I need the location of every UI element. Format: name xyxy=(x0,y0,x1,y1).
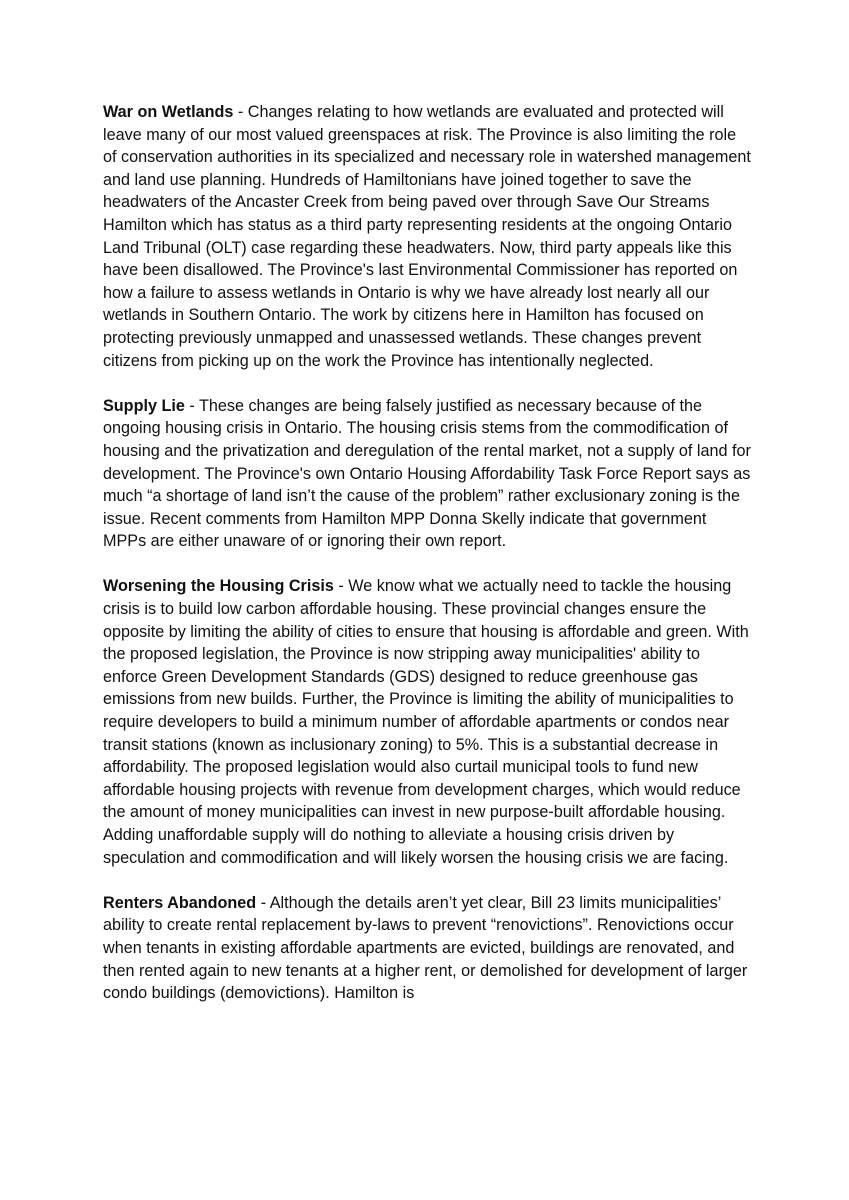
paragraph-body: - These changes are being falsely justified as necessary because of the ongoing housing crisis in Ontario. The housing crisis stems from the commodification of housing and the privatization and deregulation of the rental market, not a supply of land for development. The Province's own Ontario Housing Affordability Task Force Report says as much “a shortage of land isn’t the cause of the problem” rather exclusionary zoning is the issue. Recent comments from Hamilton MPP Donna Skelly indicate that government MPPs are either unaware of or ignoring their own report. xyxy=(103,396,751,551)
paragraph-worsening-housing-crisis xyxy=(103,575,753,869)
paragraph-body: - We know what we actually need to tackle the housing crisis is to build low carbon affordable housing. These provincial changes ensure the opposite by limiting the ability of cities to ensure that housing is affordable and green. With the proposed legislation, the Province is now stripping away municipalities' ability to enforce Green Development Standards (GDS) designed to reduce greenhouse gas emissions from new builds. Further, the Province is limiting the ability of municipalities to require developers to build a minimum number of affordable apartments or condos near transit stations (known as inclusionary zoning) to 5%. This is a substantial decrease in affordability. The proposed legislation would also curtail municipal tools to fund new affordable housing projects with revenue from development charges, which would reduce the amount of money municipalities can invest in new purpose-built affordable housing. Adding unaffordable supply will do nothing to alleviate a housing crisis driven by speculation and commodification and will likely worsen the housing crisis we are facing. xyxy=(103,577,749,867)
paragraph-war-on-wetlands xyxy=(103,101,753,372)
paragraph-supply-lie xyxy=(103,395,753,553)
paragraph-heading: Renters Abandoned xyxy=(103,893,257,912)
paragraph-heading: Worsening the Housing Crisis xyxy=(103,577,334,596)
paragraph-heading: War on Wetlands xyxy=(103,103,234,121)
document-page xyxy=(103,101,753,1027)
paragraph-renters-abandoned xyxy=(103,892,753,1005)
paragraph-body: - Changes relating to how wetlands are evaluated and protected will leave many of our most valued greenspaces at risk. The Province is also limiting the role of conservation authorities in its specialized and necessary role in watershed management and land use planning. Hundreds of Hamiltonians have joined together to save the headwaters of the Ancaster Creek from being paved over through Save Our Streams Hamilton which has status as a third party representing residents at the ongoing Ontario Land Tribunal (OLT) case regarding these headwaters. Now, third party appeals like this have been disallowed. The Province's last Environmental Commissioner has reported on how a failure to assess wetlands in Ontario is why we have already lost nearly all our wetlands in Southern Ontario. The work by citizens here in Hamilton has focused on protecting previously unmapped and unassessed wetlands. These changes prevent citizens from picking up on the work the Province has intentionally neglected. xyxy=(103,103,751,370)
paragraph-body: - Although the details aren’t yet clear, Bill 23 limits municipalities’ ability to create rental replacement by-laws to prevent “renovictions”. Renovictions occur when tenants in existing affordable apartments are evicted, buildings are renovated, and then rented again to new tenants at a higher rent, or demolished for development of larger condo buildings (demovictions). Hamilton is xyxy=(103,893,748,1003)
paragraph-heading: Supply Lie xyxy=(103,396,185,415)
